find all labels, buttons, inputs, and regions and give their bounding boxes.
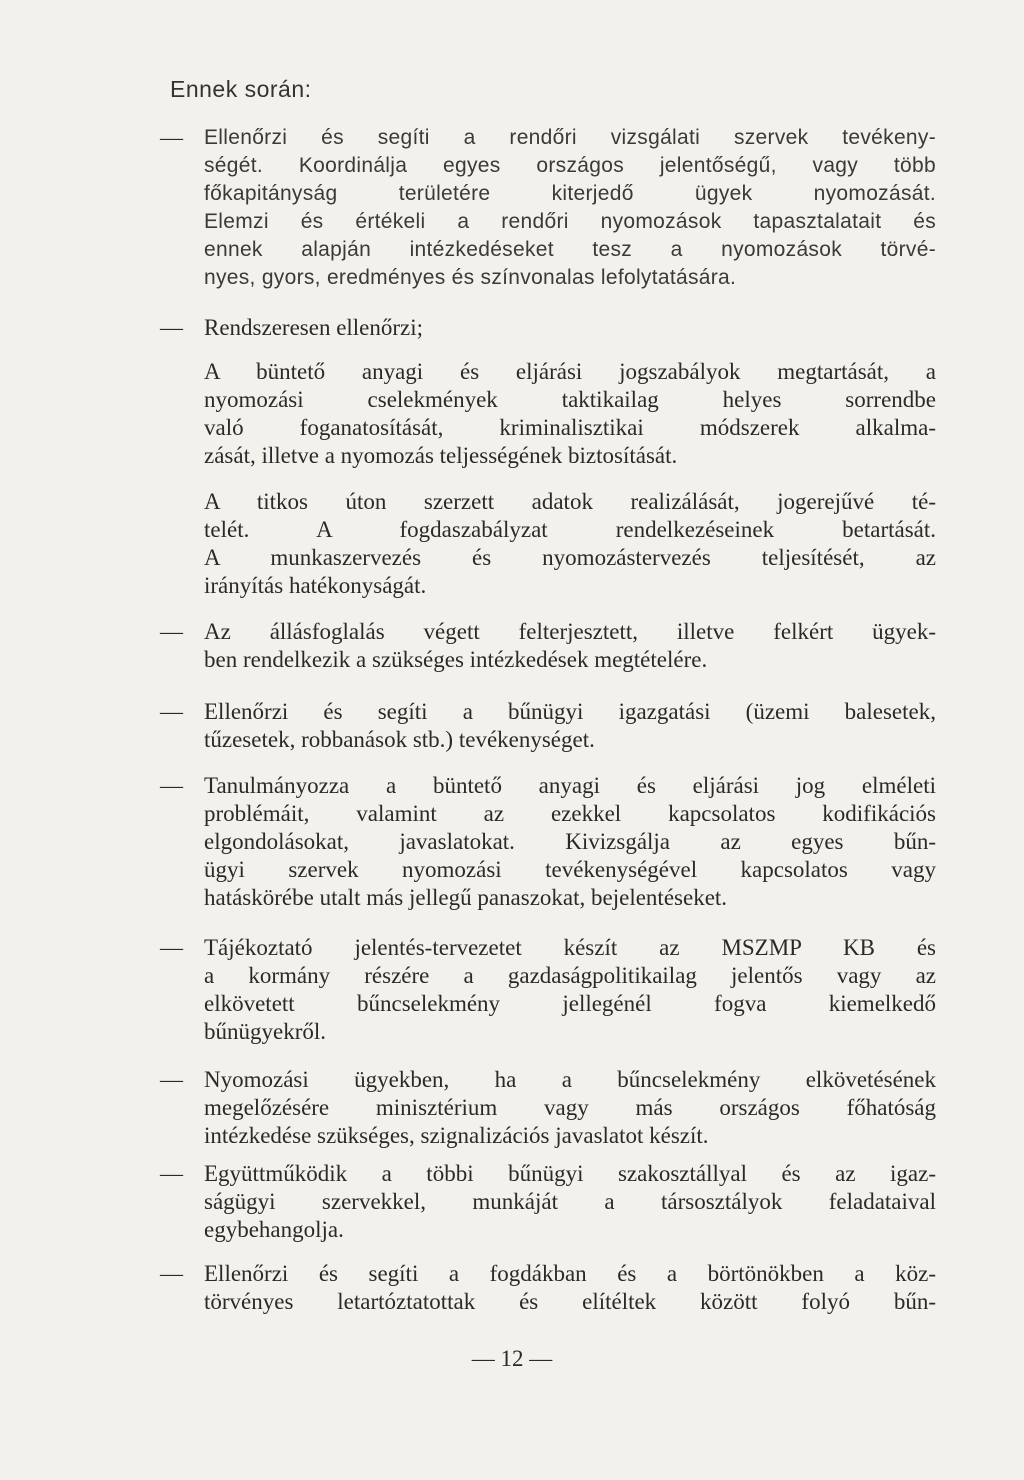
text-line: zását, illetve a nyomozás teljességének biztosítását. xyxy=(204,443,678,468)
item-dash: — xyxy=(160,619,183,644)
text-line: nyomozási cselekmények taktikailag helyes sorrendbe xyxy=(204,387,936,412)
text-line: Elemzi és értékeli a rendőri nyomozások tapasztalatait és xyxy=(204,210,936,233)
text-line: ségét. Koordinálja egyes országos jelentőségű, vagy több xyxy=(204,154,936,177)
text-line: telét. A fogdaszabályzat rendelkezéseinek betartását. xyxy=(204,517,936,542)
text-line: intézkedése szükséges, szignalizációs javaslatot készít. xyxy=(204,1123,709,1148)
text-line: Ellenőrzi és segíti a rendőri vizsgálati szervek tevékeny- xyxy=(204,126,936,149)
list-item xyxy=(160,314,936,342)
item-dash: — xyxy=(160,1261,183,1286)
text-line: Tanulmányozza a büntető anyagi és eljárási jog elméleti xyxy=(204,773,936,798)
text-line: A munkaszervezés és nyomozástervezés teljesítését, az xyxy=(204,545,936,570)
text-line: a kormány részére a gazdaságpolitikailag jelentős vagy az xyxy=(204,963,936,988)
list-item xyxy=(160,1066,936,1150)
text-line: ennek alapján intézkedéseket tesz a nyomozások törvé- xyxy=(204,238,936,261)
intro-heading: Ennek során: xyxy=(170,76,312,102)
text-line: Tájékoztató jelentés-tervezetet készít az MSZMP KB és xyxy=(204,935,936,960)
text-line: Ellenőrzi és segíti a fogdákban és a börtönökben a köz- xyxy=(204,1261,936,1286)
text-line: Az állásfoglalás végett felterjesztett, illetve felkért ügyek- xyxy=(204,619,936,644)
item-dash: — xyxy=(160,125,183,150)
paragraph xyxy=(204,488,936,600)
text-line: ügyi szervek nyomozási tevékenységével kapcsolatos vagy xyxy=(204,857,936,882)
text-line: elgondolásokat, javaslatokat. Kivizsgálja az egyes bűn- xyxy=(204,829,936,854)
item-dash: — xyxy=(160,1161,183,1186)
item-dash: — xyxy=(160,315,183,340)
text-line: törvényes letartóztatottak és elítéltek között folyó bűn- xyxy=(204,1289,936,1314)
text-line: problémáit, valamint az ezekkel kapcsolatos kodifikációs xyxy=(204,801,936,826)
text-line: megelőzésére minisztérium vagy más országos főhatóság xyxy=(204,1095,936,1120)
list-item xyxy=(160,1260,936,1316)
list-item xyxy=(160,934,936,1046)
item-dash: — xyxy=(160,1067,183,1092)
text-line: való foganatosítását, kriminalisztikai módszerek alkalma- xyxy=(204,415,936,440)
text-line: ben rendelkezik a szükséges intézkedések megtételére. xyxy=(204,647,708,672)
page-number: — 12 — xyxy=(471,1346,553,1371)
list-item xyxy=(160,772,936,912)
text-line: tűzesetek, robbanások stb.) tevékenységet. xyxy=(204,727,595,752)
text-line: Nyomozási ügyekben, ha a bűncselekmény elkövetésének xyxy=(204,1067,936,1092)
text-line: A titkos úton szerzett adatok realizálását, jogerejűvé té- xyxy=(204,489,936,514)
text-line: ságügyi szervekkel, munkáját a társosztályok feladataival xyxy=(204,1189,936,1214)
text-line: nyes, gyors, eredményes és színvonalas lefolytatására. xyxy=(204,266,737,289)
list-item xyxy=(160,124,936,292)
list-item xyxy=(160,1160,936,1244)
text-line: A büntető anyagi és eljárási jogszabályok megtartását, a xyxy=(204,359,936,384)
text-line: Rendszeresen ellenőrzi; xyxy=(204,315,424,340)
item-dash: — xyxy=(160,935,183,960)
text-line: bűnügyekről. xyxy=(204,1019,327,1044)
text-line: Ellenőrzi és segíti a bűnügyi igazgatási (üzemi balesetek, xyxy=(204,699,936,724)
item-dash: — xyxy=(160,699,183,724)
text-line: főkapitányság területére kiterjedő ügyek nyomozását. xyxy=(204,182,936,205)
list-item xyxy=(160,618,936,674)
text-line: hatáskörébe utalt más jellegű panaszokat, bejelentéseket. xyxy=(204,885,728,910)
text-line: elkövetett bűncselekmény jellegénél fogva kiemelkedő xyxy=(204,991,936,1016)
text-line: irányítás hatékonyságát. xyxy=(204,573,427,598)
list-item xyxy=(160,698,936,754)
paragraph xyxy=(204,358,936,470)
text-line: egybehangolja. xyxy=(204,1217,344,1242)
text-line: Együttműködik a többi bűnügyi szakosztállyal és az igaz- xyxy=(204,1161,936,1186)
item-dash: — xyxy=(160,773,183,798)
